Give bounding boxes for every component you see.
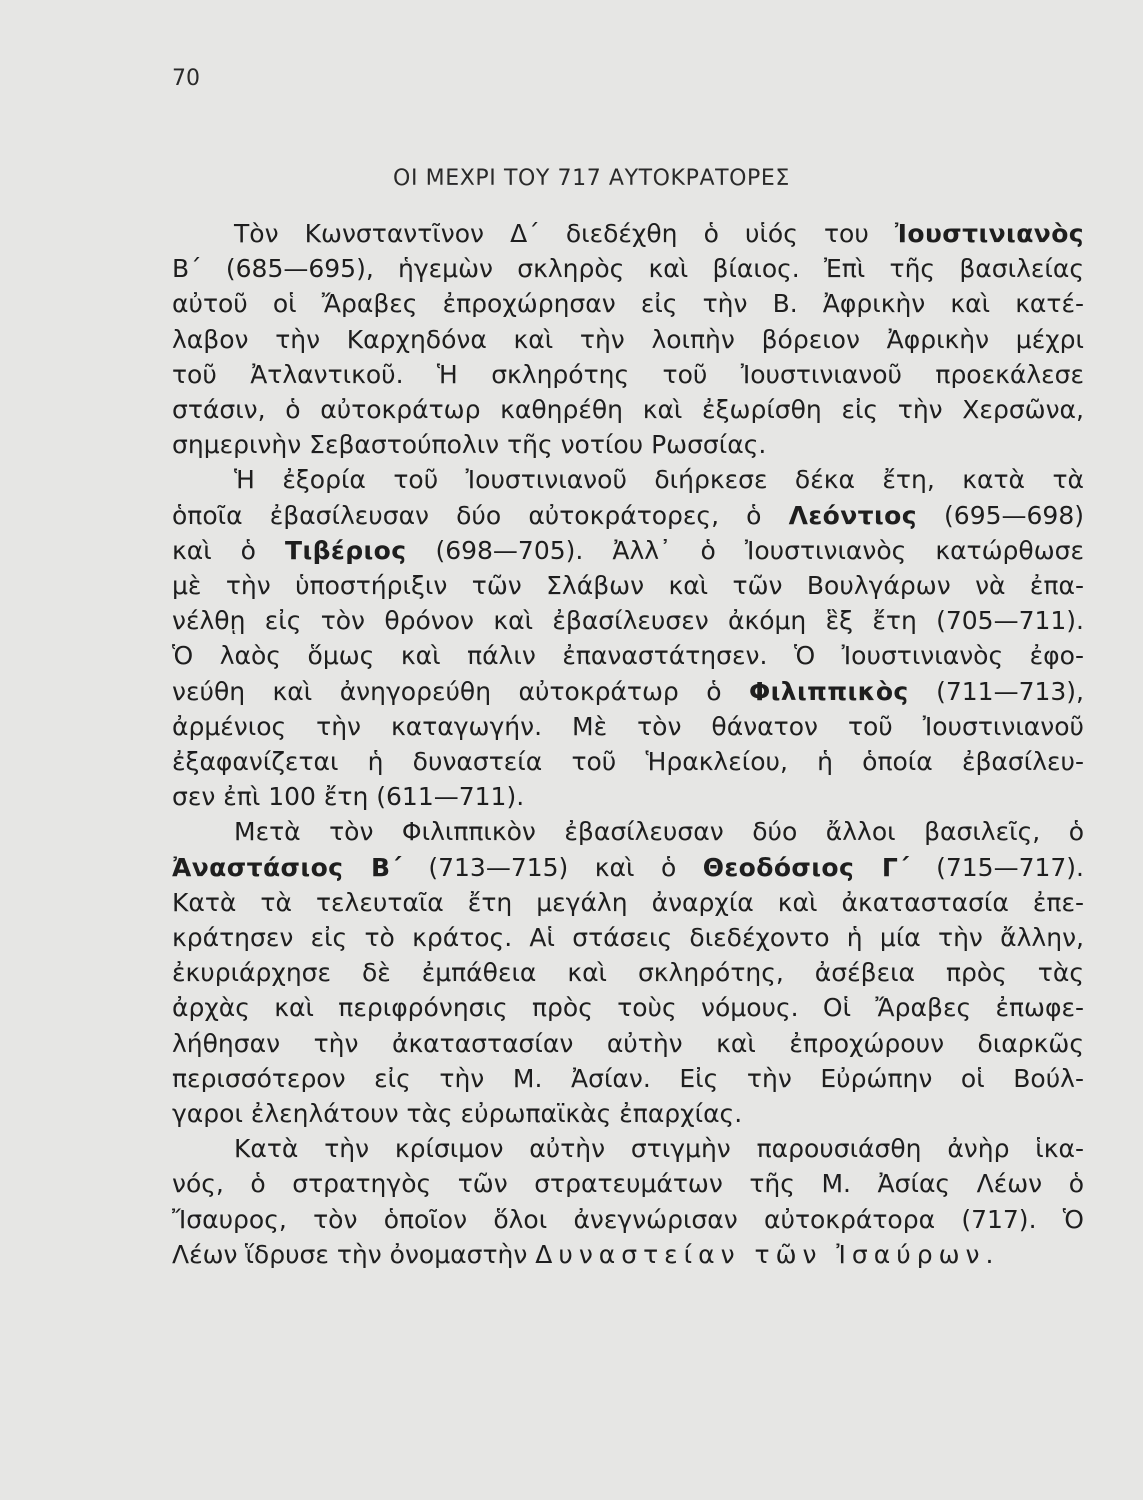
bold-name: Τιβέριος — [285, 535, 407, 565]
text-segment: ἀρμένιος τὴν καταγωγήν. Μὲ τὸν θάνατον τοῦ Ἰουστινιανοῦ — [172, 711, 1084, 741]
text-line — [172, 990, 1084, 1025]
text-segment: μὲ τὴν ὑποστήριξιν τῶν Σλάβων καὶ τῶν Βουλγάρων νὰ ἐπα- — [172, 571, 1084, 601]
text-segment: (711—713), — [908, 676, 1084, 706]
text-segment: νέλθῃ εἰς τὸν θρόνον καὶ ἐβασίλευσεν ἀκόμη ἓξ ἔτη (705—711). — [172, 606, 1084, 636]
text-segment: . — [985, 1239, 994, 1269]
text-line — [172, 462, 1084, 497]
page-number: 70 — [172, 66, 200, 91]
text-line — [172, 885, 1084, 920]
text-segment: Β΄ (685—695), ἡγεμὼν σκληρὸς καὶ βίαιος. Ἐπὶ τῆς βασιλείας — [172, 254, 1084, 284]
text-line — [172, 427, 1084, 462]
text-line — [172, 216, 1084, 251]
text-segment: νός, ὁ στρατηγὸς τῶν στρατευμάτων τῆς Μ. Ἀσίας Λέων ὁ — [172, 1169, 1084, 1199]
text-segment: Λέων ἵδρυσε τὴν ὀνομαστὴν — [172, 1239, 536, 1269]
text-line — [172, 638, 1084, 673]
text-segment: Ἴσαυρος, τὸν ὁποῖον ὅλοι ἀνεγνώρισαν αὐτοκράτορα (717). Ὁ — [172, 1204, 1084, 1234]
text-segment: (695—698) — [916, 500, 1085, 530]
text-line — [172, 744, 1084, 779]
text-line — [172, 709, 1084, 744]
paragraph — [172, 462, 1084, 814]
text-line — [172, 674, 1084, 709]
text-segment: αὐτοῦ οἱ Ἄραβες ἐπροχώρησαν εἰς τὴν Β. Ἀφρικὴν καὶ κατέ- — [172, 289, 1084, 319]
body-text — [172, 216, 1084, 1272]
text-line — [172, 533, 1084, 568]
text-segment: καὶ ὁ — [172, 535, 285, 565]
text-segment: (698—705). Ἀλλ᾽ ὁ Ἰουστινιανὸς κατώρθωσε — [406, 535, 1084, 565]
paragraph — [172, 1131, 1084, 1272]
text-segment: Κατὰ τὰ τελευταῖα ἔτη μεγάλη ἀναρχία καὶ ἀκαταστασία ἐπε- — [172, 887, 1084, 917]
text-segment: ἐξαφανίζεται ἡ δυναστεία τοῦ Ἡρακλείου, ἡ ὁποία ἐβασίλευ- — [172, 747, 1084, 777]
text-segment: Μετὰ τὸν Φιλιππικὸν ἐβασίλευσαν δύο ἄλλοι βασιλεῖς, ὁ — [234, 817, 1084, 847]
text-line — [172, 251, 1084, 286]
text-segment: Κατὰ τὴν κρίσιμον αὐτὴν στιγμὴν παρουσιάσθη ἀνὴρ ἱκα- — [234, 1134, 1084, 1164]
text-line — [172, 1096, 1084, 1131]
bold-name: Λεόντιος — [788, 500, 917, 530]
bold-name: Ἰουστινιανὸς — [894, 219, 1084, 248]
paragraph — [172, 216, 1084, 462]
text-segment: τοῦ Ἀτλαντικοῦ. Ἡ σκληρότης τοῦ Ἰουστινιανοῦ προεκάλεσε — [172, 359, 1084, 389]
text-segment: σημερινὴν Σεβαστούπολιν τῆς νοτίου Ρωσσίας. — [172, 430, 767, 460]
text-segment: ἀρχὰς καὶ περιφρόνησις πρὸς τοὺς νόμους. Οἱ Ἄραβες ἐπωφε- — [172, 993, 1084, 1023]
text-segment: σεν ἐπὶ 100 ἔτη (611—711). — [172, 782, 525, 812]
text-segment: Ἡ ἐξορία τοῦ Ἰουστινιανοῦ διήρκεσε δέκα ἔτη, κατὰ τὰ — [234, 465, 1084, 495]
text-line — [172, 1237, 1084, 1272]
text-segment: (713—715) καὶ ὁ — [401, 852, 703, 882]
text-line — [172, 955, 1084, 990]
text-line — [172, 779, 1084, 814]
text-line — [172, 498, 1084, 533]
text-segment: Τὸν Κωνσταντῖνον Δ΄ διεδέχθη ὁ υἱός του — [234, 219, 895, 248]
text-segment: (715—717). — [909, 852, 1084, 882]
text-line — [172, 1166, 1084, 1201]
text-segment: λήθησαν τὴν ἀκαταστασίαν αὐτὴν καὶ ἐπροχώρουν διαρκῶς — [172, 1028, 1084, 1058]
text-line — [172, 392, 1084, 427]
text-segment: νεύθη καὶ ἀνηγορεύθη αὐτοκράτωρ ὁ — [172, 676, 750, 706]
bold-name: Φιλιππικὸς — [749, 676, 909, 706]
text-line — [172, 920, 1084, 955]
text-line — [172, 850, 1084, 885]
text-segment: στάσιν, ὁ αὐτοκράτωρ καθηρέθη καὶ ἐξωρίσθη εἰς τὴν Χερσῶνα, — [172, 395, 1084, 425]
text-line — [172, 1061, 1084, 1096]
bold-name: Ἀναστάσιος Β΄ — [172, 852, 402, 882]
text-line — [172, 568, 1084, 603]
text-line — [172, 603, 1084, 638]
text-segment: Ὁ λαὸς ὅμως καὶ πάλιν ἐπαναστάτησεν. Ὁ Ἰουστινιανὸς ἐφο- — [172, 641, 1084, 671]
paragraph — [172, 814, 1084, 1131]
text-segment: γαροι ἐλεηλάτουν τὰς εὐρωπαϊκὰς ἐπαρχίας. — [172, 1099, 743, 1129]
spaced-emphasis: Δυναστείαν τῶν Ἰσαύρων — [535, 1239, 986, 1269]
text-line — [172, 1131, 1084, 1166]
text-line — [172, 1202, 1084, 1237]
text-line — [172, 814, 1084, 849]
text-line — [172, 286, 1084, 321]
text-segment: περισσότερον εἰς τὴν Μ. Ἀσίαν. Εἰς τὴν Εὐρώπην οἱ Βούλ- — [172, 1063, 1084, 1093]
text-line — [172, 1026, 1084, 1061]
bold-name: Θεοδόσιος Γ΄ — [702, 852, 910, 882]
text-segment: λαβον τὴν Καρχηδόνα καὶ τὴν λοιπὴν βόρειον Ἀφρικὴν μέχρι — [172, 324, 1084, 354]
text-line — [172, 357, 1084, 392]
text-segment: κράτησεν εἰς τὸ κράτος. Αἱ στάσεις διεδέχοντο ἡ μία τὴν ἄλλην, — [172, 923, 1084, 953]
text-segment: ὁποῖα ἐβασίλευσαν δύο αὐτοκράτορες, ὁ — [172, 500, 789, 530]
text-segment: ἐκυριάρχησε δὲ ἐμπάθεια καὶ σκληρότης, ἀσέβεια πρὸς τὰς — [172, 958, 1084, 988]
text-line — [172, 322, 1084, 357]
chapter-title: ΟΙ ΜΕΧΡΙ ΤΟΥ 717 ΑΥΤΟΚΡΑΤΟΡΕΣ — [393, 166, 790, 191]
